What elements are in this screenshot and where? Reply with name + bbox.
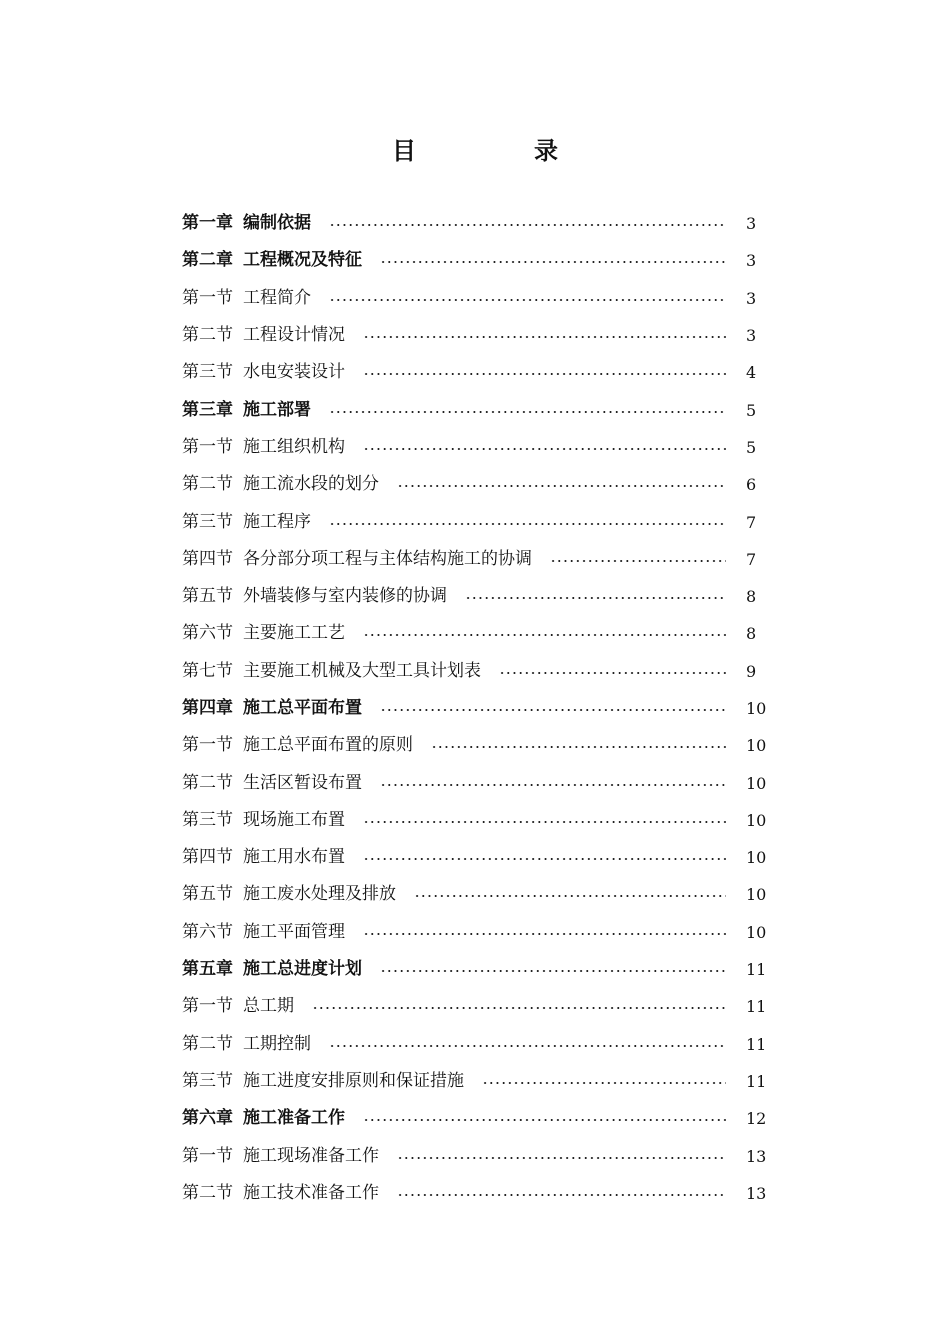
toc-section-entry[interactable]	[182, 1026, 788, 1063]
toc-entry-title: 施工部署	[243, 399, 311, 420]
toc-dot-leader	[329, 1045, 726, 1047]
toc-dot-leader	[312, 1007, 726, 1009]
toc-dot-leader	[380, 970, 726, 972]
toc-page-number: 9	[746, 661, 757, 681]
toc-page-number: 10	[746, 885, 767, 905]
toc-page-number: 10	[746, 922, 767, 942]
toc-entry-title: 施工进度安排原则和保证措施	[243, 1070, 464, 1091]
toc-dot-leader	[363, 373, 726, 375]
toc-entry-number: 第五节	[182, 586, 233, 607]
toc-entry-label	[182, 392, 329, 429]
toc-entry-label	[182, 541, 550, 578]
toc-page-number: 10	[746, 810, 767, 830]
toc-page-number: 5	[746, 400, 757, 420]
toc-entry-label	[182, 1100, 363, 1137]
toc-page-number: 13	[746, 1183, 767, 1203]
toc-entry-number: 第二节	[182, 772, 233, 793]
toc-entry-title: 总工期	[243, 996, 294, 1017]
toc-entry-number: 第一节	[182, 735, 233, 756]
toc-entry-number: 第四节	[182, 548, 233, 569]
toc-entry-label	[182, 653, 499, 690]
toc-entry-title: 生活区暂设布置	[243, 772, 362, 793]
toc-entry-title: 工程简介	[243, 287, 311, 308]
toc-entry-title: 施工组织机构	[243, 436, 345, 457]
toc-entry-number: 第三节	[182, 809, 233, 830]
toc-dot-leader	[329, 411, 726, 413]
toc-page-number: 10	[746, 773, 767, 793]
toc-page-number: 13	[746, 1146, 767, 1166]
toc-page-number: 11	[746, 1034, 767, 1054]
toc-dot-leader	[380, 709, 726, 711]
toc-entry-number: 第二节	[182, 1033, 233, 1054]
toc-entry-number: 第七节	[182, 660, 233, 681]
toc-entry-number: 第六节	[182, 921, 233, 942]
toc-section-entry[interactable]	[182, 578, 788, 615]
toc-page-number: 6	[746, 475, 757, 495]
toc-entry-label	[182, 1026, 329, 1063]
table-of-contents	[182, 205, 788, 1212]
toc-section-entry[interactable]	[182, 541, 788, 578]
toc-entry-title: 施工总平面布置的原则	[243, 735, 413, 756]
toc-dot-leader	[499, 672, 726, 674]
toc-entry-number: 第三节	[182, 362, 233, 383]
toc-dot-leader	[397, 1157, 726, 1159]
toc-chapter-entry[interactable]	[182, 205, 788, 242]
toc-entry-number: 第一节	[182, 436, 233, 457]
toc-section-entry[interactable]	[182, 1175, 788, 1212]
toc-entry-label	[182, 839, 363, 876]
toc-dot-leader	[363, 933, 726, 935]
toc-entry-title: 编制依据	[243, 213, 311, 234]
toc-chapter-entry[interactable]	[182, 690, 788, 727]
toc-page-number: 11	[746, 997, 767, 1017]
toc-chapter-entry[interactable]	[182, 391, 788, 428]
toc-section-entry[interactable]	[182, 466, 788, 503]
toc-section-entry[interactable]	[182, 914, 788, 951]
toc-entry-title: 主要施工工艺	[243, 623, 345, 644]
toc-section-entry[interactable]	[182, 615, 788, 652]
toc-entry-title: 主要施工机械及大型工具计划表	[243, 660, 481, 681]
toc-section-entry[interactable]	[182, 653, 788, 690]
toc-page-number: 4	[746, 363, 757, 383]
toc-dot-leader	[363, 1119, 726, 1121]
toc-entry-title: 工期控制	[243, 1033, 311, 1054]
toc-entry-label	[182, 615, 363, 652]
toc-entry-number: 第六节	[182, 623, 233, 644]
toc-entry-label	[182, 1138, 397, 1175]
toc-entry-number: 第三节	[182, 1070, 233, 1091]
toc-dot-leader	[329, 224, 726, 226]
toc-dot-leader	[380, 261, 726, 263]
toc-entry-label	[182, 914, 363, 951]
toc-entry-title: 施工总平面布置	[243, 698, 362, 718]
toc-page-number: 11	[746, 960, 767, 980]
toc-dot-leader	[397, 1194, 726, 1196]
toc-entry-title: 施工技术准备工作	[243, 1182, 379, 1203]
toc-entry-title: 施工废水处理及排放	[243, 884, 396, 905]
toc-entry-label	[182, 951, 380, 988]
toc-entry-label	[182, 466, 397, 503]
toc-entry-label	[182, 504, 329, 541]
toc-page-number: 3	[746, 326, 757, 346]
toc-title-char-1: 目	[392, 137, 416, 165]
toc-chapter-entry[interactable]	[182, 951, 788, 988]
toc-section-entry[interactable]	[182, 802, 788, 839]
toc-dot-leader	[380, 784, 726, 786]
toc-section-entry[interactable]	[182, 280, 788, 317]
toc-page-number: 10	[746, 848, 767, 868]
toc-entry-label	[182, 205, 329, 242]
toc-page-number: 3	[746, 214, 757, 234]
toc-entry-number: 第六章	[182, 1108, 233, 1129]
toc-entry-number: 第五节	[182, 884, 233, 905]
toc-entry-title: 施工现场准备工作	[243, 1145, 379, 1166]
toc-section-entry[interactable]	[182, 1137, 788, 1174]
toc-entry-title: 水电安装设计	[243, 362, 345, 383]
toc-entry-title: 施工用水布置	[243, 847, 345, 868]
toc-entry-label	[182, 1175, 397, 1212]
toc-section-entry[interactable]	[182, 503, 788, 540]
toc-entry-label	[182, 354, 363, 391]
toc-section-entry[interactable]	[182, 429, 788, 466]
toc-dot-leader	[431, 746, 726, 748]
toc-entry-number: 第四节	[182, 847, 233, 868]
toc-dot-leader	[329, 523, 726, 525]
toc-section-entry[interactable]	[182, 1063, 788, 1100]
toc-section-entry[interactable]	[182, 354, 788, 391]
toc-page-number: 12	[746, 1109, 767, 1129]
toc-entry-number: 第一节	[182, 287, 233, 308]
toc-entry-label	[182, 690, 380, 727]
toc-page-number: 8	[746, 624, 757, 644]
toc-entry-number: 第二节	[182, 325, 233, 346]
toc-entry-title: 施工程序	[243, 511, 311, 532]
toc-dot-leader	[465, 597, 726, 599]
toc-page-number: 10	[746, 699, 767, 718]
toc-entry-label	[182, 876, 414, 913]
toc-entry-number: 第三章	[182, 399, 233, 420]
toc-dot-leader	[482, 1082, 726, 1084]
toc-entry-title: 现场施工布置	[243, 809, 345, 830]
toc-entry-number: 第三节	[182, 511, 233, 532]
toc-entry-number: 第二节	[182, 474, 233, 495]
toc-dot-leader	[363, 858, 726, 860]
toc-dot-leader	[397, 485, 726, 487]
toc-section-entry[interactable]	[182, 839, 788, 876]
toc-entry-title: 施工流水段的划分	[243, 474, 379, 495]
toc-section-entry[interactable]	[182, 317, 788, 354]
toc-entry-number: 第二章	[182, 250, 233, 271]
toc-entry-title: 各分部分项工程与主体结构施工的协调	[243, 548, 532, 569]
toc-entry-label	[182, 1063, 482, 1100]
toc-page-number: 5	[746, 437, 757, 457]
toc-entry-title: 施工总进度计划	[243, 959, 362, 980]
toc-entry-number: 第四章	[182, 698, 233, 718]
toc-page-number: 11	[746, 1071, 767, 1091]
toc-entry-title: 外墙装修与室内装修的协调	[243, 586, 447, 607]
toc-page-number: 3	[746, 288, 757, 308]
toc-entry-label	[182, 429, 363, 466]
toc-page-number: 10	[746, 736, 767, 756]
toc-entry-label	[182, 280, 329, 317]
toc-entry-label	[182, 317, 363, 354]
toc-page-number: 8	[746, 587, 757, 607]
toc-entry-label	[182, 727, 431, 764]
toc-dot-leader	[363, 634, 726, 636]
toc-dot-leader	[414, 895, 726, 897]
toc-section-entry[interactable]	[182, 988, 788, 1025]
toc-entry-title: 工程概况及特征	[243, 250, 362, 271]
toc-entry-number: 第一节	[182, 1145, 233, 1166]
toc-page-number: 7	[746, 549, 757, 569]
toc-chapter-entry[interactable]	[182, 242, 788, 279]
toc-entry-label	[182, 242, 380, 279]
toc-entry-number: 第二节	[182, 1182, 233, 1203]
toc-entry-title: 施工准备工作	[243, 1108, 345, 1129]
toc-entry-label	[182, 765, 380, 802]
toc-section-entry[interactable]	[182, 727, 788, 764]
toc-page-number: 7	[746, 512, 757, 532]
toc-dot-leader	[550, 560, 726, 562]
toc-entry-title: 施工平面管理	[243, 921, 345, 942]
toc-dot-leader	[363, 821, 726, 823]
toc-entry-number: 第一章	[182, 213, 233, 234]
toc-entry-label	[182, 988, 312, 1025]
toc-page-number: 3	[746, 251, 757, 271]
toc-title-char-2: 录	[534, 137, 558, 165]
toc-dot-leader	[329, 299, 726, 301]
toc-entry-label	[182, 802, 363, 839]
toc-entry-title: 工程设计情况	[243, 325, 345, 346]
toc-entry-label	[182, 578, 465, 615]
toc-chapter-entry[interactable]	[182, 1100, 788, 1137]
toc-dot-leader	[363, 448, 726, 450]
toc-title	[0, 134, 950, 168]
toc-section-entry[interactable]	[182, 764, 788, 801]
toc-section-entry[interactable]	[182, 876, 788, 913]
toc-entry-number: 第一节	[182, 996, 233, 1017]
toc-entry-number: 第五章	[182, 959, 233, 980]
toc-dot-leader	[363, 336, 726, 338]
